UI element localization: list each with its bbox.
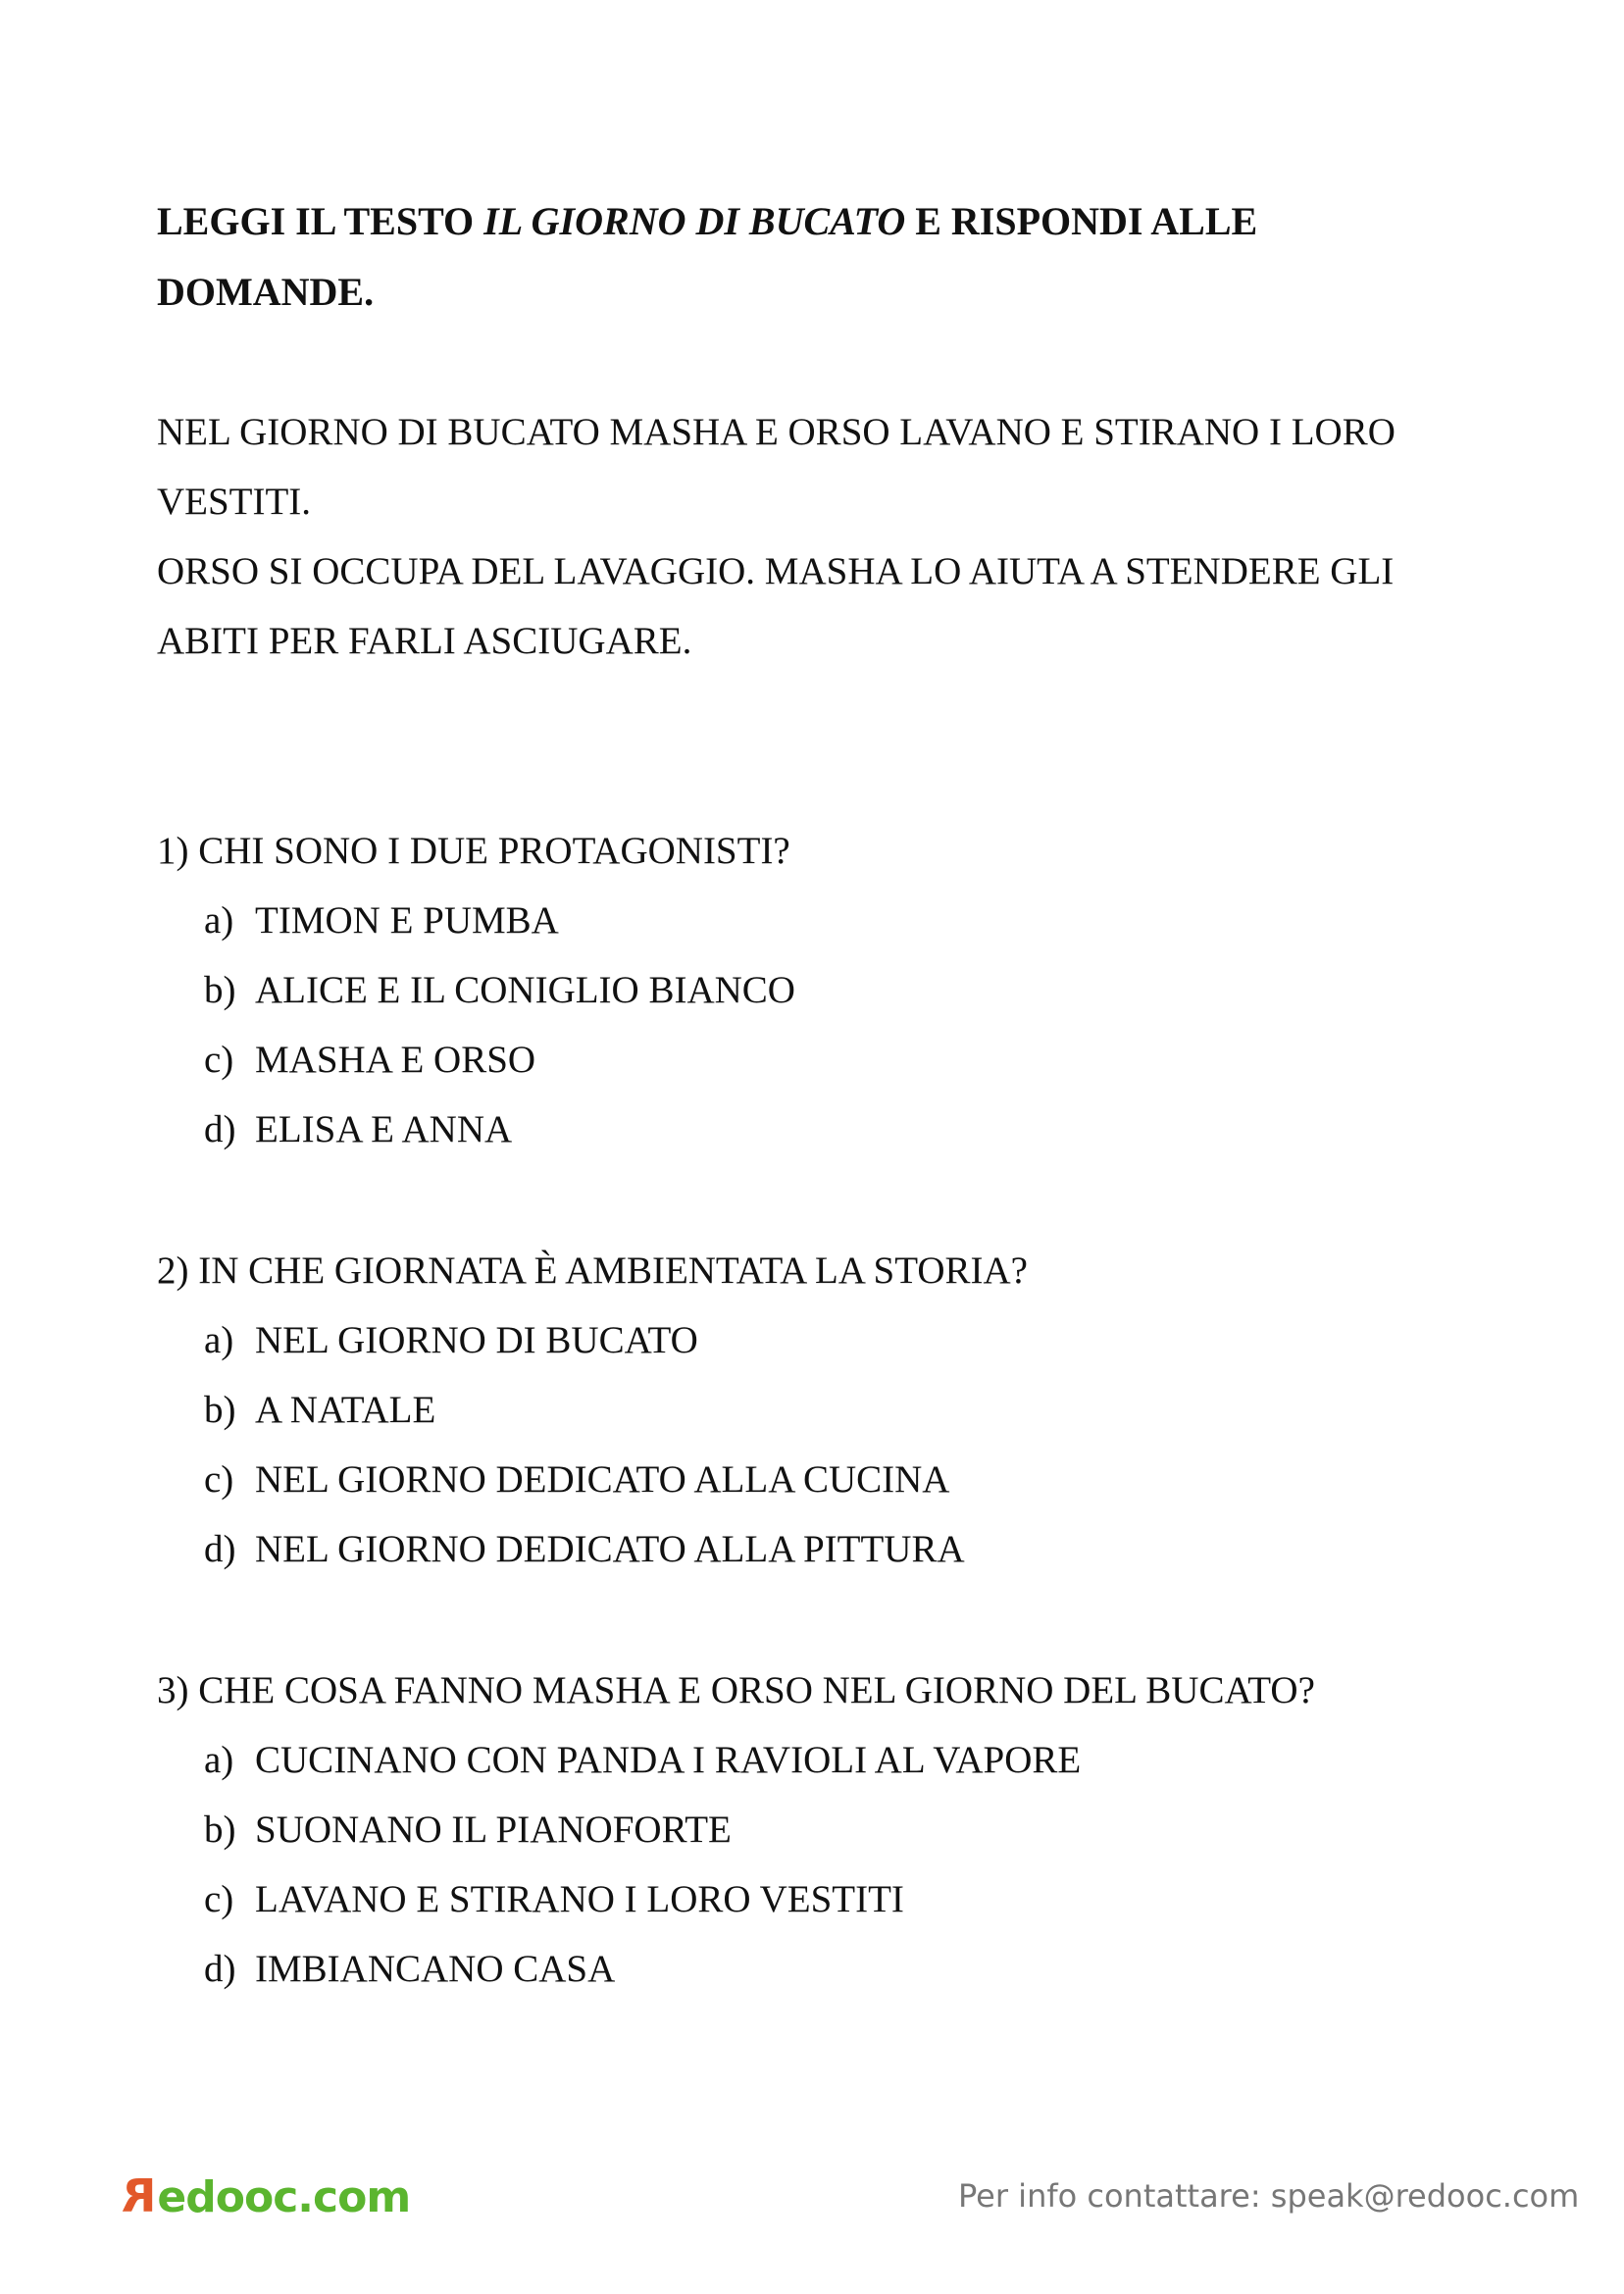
option-letter: a) [204,1319,234,1361]
title-part-1: LEGGI IL TESTO [157,199,484,243]
answer-option [204,1864,1510,1934]
option-text: NEL GIORNO DEDICATO ALLA PITTURA [255,1528,965,1570]
redooc-logo [123,2169,410,2222]
option-letter: c) [204,1458,234,1501]
option-letter: b) [204,969,236,1011]
option-text: A NATALE [255,1389,436,1431]
answer-option [204,1934,1510,2004]
option-letter: c) [204,1039,234,1081]
question-2 [157,1236,1510,1584]
reading-passage [157,397,1491,676]
answer-option [204,886,1510,955]
question-1 [157,816,1510,1164]
answer-option [204,1025,1510,1095]
redooc-logo-mark: R [123,2169,157,2222]
option-letter: b) [204,1809,236,1851]
question-text: 2) IN CHE GIORNATA È AMBIENTATA LA STORIA? [157,1249,1028,1292]
title-part-2: E RISPONDI ALLE DOMANDE. [157,199,1258,314]
answer-option [204,1445,1510,1514]
option-letter: c) [204,1878,234,1920]
answer-option [204,1375,1510,1445]
answer-options [157,1305,1510,1584]
worksheet-title [157,186,1471,328]
answer-option [204,1514,1510,1584]
question-text: 1) CHI SONO I DUE PROTAGONISTI? [157,830,790,872]
question-3 [157,1656,1510,2004]
option-text: LAVANO E STIRANO I LORO VESTITI [255,1878,904,1920]
answer-option [204,1725,1510,1795]
option-letter: b) [204,1389,236,1431]
option-letter: d) [204,1108,236,1150]
option-text: CUCINANO CON PANDA I RAVIOLI AL VAPORE [255,1739,1082,1781]
option-text: NEL GIORNO DEDICATO ALLA CUCINA [255,1458,950,1501]
option-text: MASHA E ORSO [255,1039,536,1081]
answer-option [204,1305,1510,1375]
option-letter: d) [204,1528,236,1570]
option-text: ELISA E ANNA [255,1108,513,1150]
footer-contact-info: Per info contattare: speak@redooc.com [958,2177,1580,2215]
option-letter: a) [204,1739,234,1781]
answer-options [157,886,1510,1164]
passage-paragraph-2: ORSO SI OCCUPA DEL LAVAGGIO. MASHA LO AIUTA A STENDERE GLI ABITI PER FARLI ASCIUGARE. [157,550,1395,662]
option-letter: d) [204,1948,236,1990]
option-text: ALICE E IL CONIGLIO BIANCO [255,969,795,1011]
answer-option [204,1095,1510,1164]
question-text: 3) CHE COSA FANNO MASHA E ORSO NEL GIORNO DEL BUCATO? [157,1669,1315,1711]
option-text: SUONANO IL PIANOFORTE [255,1809,732,1851]
answer-option [204,955,1510,1025]
option-text: NEL GIORNO DI BUCATO [255,1319,698,1361]
option-text: IMBIANCANO CASA [255,1948,616,1990]
title-story-name: IL GIORNO DI BUCATO [483,199,906,243]
option-letter: a) [204,899,234,942]
answer-option [204,1795,1510,1864]
answer-options [157,1725,1510,2004]
passage-paragraph-1: NEL GIORNO DI BUCATO MASHA E ORSO LAVANO E STIRANO I LORO VESTITI. [157,411,1396,523]
option-text: TIMON E PUMBA [255,899,559,942]
redooc-logo-text: edooc.com [157,2172,411,2222]
